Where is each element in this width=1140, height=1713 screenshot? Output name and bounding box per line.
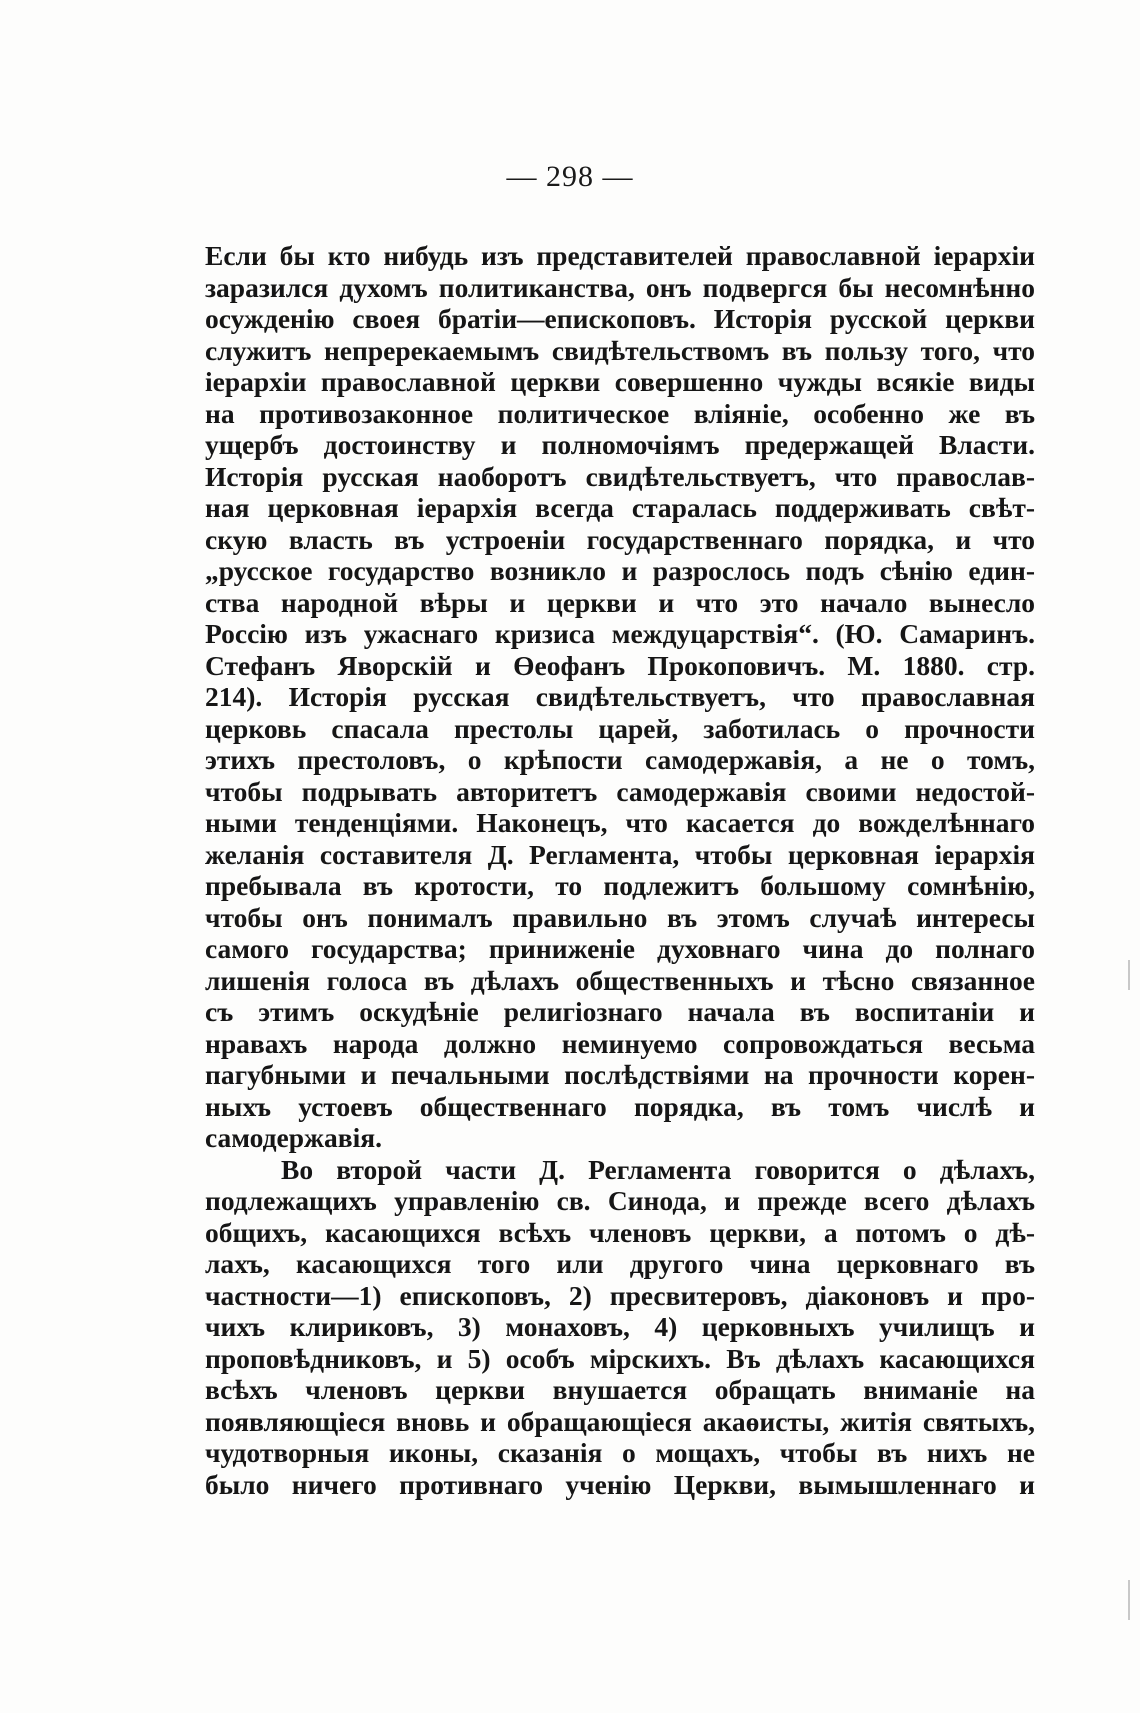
text-line: нравахъ народа должно неминуемо сопровождаться весьма — [205, 1027, 1035, 1059]
text-line: этихъ престоловъ, о крѣпости самодержавiя, а не о томъ, — [205, 744, 1035, 775]
text-line: проповѣдниковъ, и 5) особъ мiрскихъ. Въ дѣлахъ касающихся — [205, 1342, 1035, 1374]
paragraph-1 — [205, 240, 1035, 1154]
text-line: пребывала въ кротости, то подлежитъ большому сомнѣнiю, — [205, 870, 1035, 901]
page-number: — 298 — — [506, 160, 634, 193]
text-line: лишенiя голоса въ дѣлахъ общественныхъ и тѣсно связанное — [205, 964, 1035, 996]
text-line: церковь спасала престолы царей, заботилась о прочности — [205, 712, 1035, 744]
text-line: Во второй части Д. Регламента говорится о дѣлахъ, — [281, 1153, 1035, 1185]
text-line: ная церковная iерархiя всегда старалась поддерживать свѣт- — [205, 492, 1035, 523]
text-line: Если бы кто нибудь изъ представителей православной iерархiи — [205, 240, 1035, 271]
text-line: осужденiю своея братiи—епископовъ. Исторiя русской церкви — [205, 303, 1035, 334]
text-line: лахъ, касающихся того или другого чина церковнаго въ — [205, 1248, 1035, 1279]
scan-margin-mark — [1128, 1580, 1130, 1620]
text-line: заразился духомъ политиканства, онъ подвергся бы несомнѣнно — [205, 271, 1035, 303]
text-line: чудотворныя иконы, сказанiя о мощахъ, чтобы въ нихъ не — [205, 1437, 1035, 1468]
text-line: ства народной вѣры и церкви и что это начало вынесло — [205, 586, 1035, 618]
text-line: чихъ клириковъ, 3) монаховъ, 4) церковныхъ училищъ и — [205, 1311, 1035, 1342]
text-line: самодержавiя. — [205, 1122, 382, 1153]
text-line: желанiя составителя Д. Регламента, чтобы церковная iерархiя — [205, 838, 1035, 870]
text-line: Исторiя русская наоборотъ свидѣтельствуетъ, что православ- — [205, 460, 1035, 492]
text-line: появляющiеся вновь и обращающiеся акаөисты, житiя святыхъ, — [205, 1405, 1035, 1437]
text-line: съ этимъ оскудѣнiе религiознаго начала въ воспитанiи и — [205, 996, 1035, 1027]
text-line: на противозаконное политическое влiянiе, особенно же въ — [205, 397, 1035, 429]
text-line: „русское государство возникло и разрослось подъ сѣнiю един- — [205, 555, 1035, 586]
text-line: было ничего противнаго ученiю Церкви, вымышленнаго и — [205, 1468, 1035, 1500]
text-line: чтобы подрывать авторитетъ самодержавiя своими недостой- — [205, 775, 1035, 807]
text-line: iерархiи православной церкви совершенно чужды всякiе виды — [205, 366, 1035, 397]
text-line: ныхъ устоевъ общественнаго порядка, въ томъ числѣ и — [205, 1090, 1035, 1122]
text-line: всѣхъ членовъ церкви внушается обращать вниманiе на — [205, 1374, 1035, 1405]
paragraph-2 — [205, 1154, 1035, 1501]
text-line: 214). Исторiя русская свидѣтельствуетъ, что православная — [205, 681, 1035, 712]
text-line: пагубными и печальными послѣдствiями на прочности корен- — [205, 1059, 1035, 1090]
body-text — [205, 240, 1035, 1500]
text-line: ными тенденцiями. Наконецъ, что касается до вожделѣннаго — [205, 807, 1035, 838]
text-line: ущербъ достоинству и полномочiямъ предержащей Власти. — [205, 429, 1035, 460]
text-line: Стефанъ Яворскiй и Өеофанъ Прокоповичъ. М. 1880. стр. — [205, 649, 1035, 681]
text-line: служитъ непререкаемымъ свидѣтельствомъ въ пользу того, что — [205, 334, 1035, 366]
text-line: чтобы онъ понималъ правильно въ этомъ случаѣ интересы — [205, 901, 1035, 933]
text-line: подлежащихъ управленiю св. Синода, и прежде всего дѣлахъ — [205, 1185, 1035, 1216]
text-line: самого государства; приниженiе духовнаго чина до полнаго — [205, 933, 1035, 964]
scan-margin-mark — [1128, 960, 1130, 990]
text-line: частности—1) епископовъ, 2) пресвитеровъ, дiаконовъ и про- — [205, 1279, 1035, 1311]
text-line: общихъ, касающихся всѣхъ членовъ церкви, а потомъ о дѣ- — [205, 1216, 1035, 1248]
text-line: Россiю изъ ужаснаго кризиса междуцарствiя“. (Ю. Самаринъ. — [205, 618, 1035, 649]
text-line: скую власть въ устроенiи государственнаго порядка, и что — [205, 523, 1035, 555]
